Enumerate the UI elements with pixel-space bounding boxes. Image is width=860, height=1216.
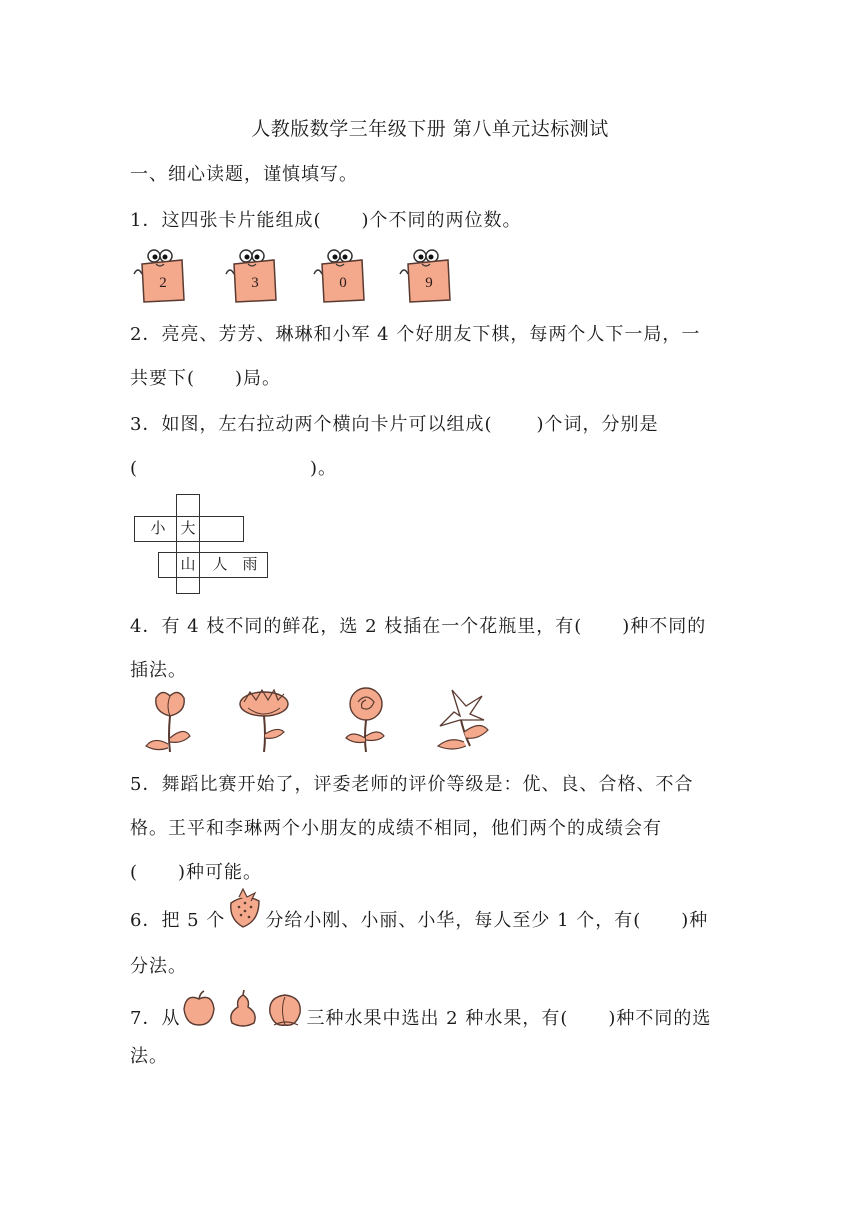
vertical-card: [176, 494, 200, 594]
q1-text-b: )个不同的两位数。: [361, 210, 522, 231]
q6-text-c: )种: [681, 910, 709, 931]
question-5-line-1: 5．舞蹈比赛开始了，评委老师的评价等级是：优、良、合格、不合: [130, 774, 694, 795]
q7-text-b: 三种水果中选出 2 种水果，有(: [306, 1008, 569, 1029]
q6-text-b: 分给小刚、小丽、小华，每人至少 1 个，有(: [265, 910, 642, 931]
peach-icon: [266, 989, 304, 1034]
tulip-icon: [140, 686, 200, 754]
card-digit: 9: [425, 275, 433, 291]
q4-text-b: )种不同的: [622, 616, 707, 637]
q4-text-a: 4．有 4 枝不同的鲜花，选 2 枝插在一个花瓶里，有(: [130, 616, 583, 637]
card-digit: 3: [251, 275, 259, 291]
grid-cell: 山: [180, 555, 196, 573]
question-3-line-2: [130, 454, 337, 480]
question-7-line-1: [130, 1004, 711, 1034]
q3-text-d: )。: [310, 458, 338, 479]
grid-cell: 小: [150, 519, 166, 537]
grid-cell: 人: [212, 555, 228, 573]
digit-card: [222, 244, 284, 304]
q3-text-b: )个词，分别是: [536, 414, 659, 435]
rose-icon: [336, 686, 396, 754]
q7-text-a: 7．从: [130, 1008, 181, 1029]
question-5-line-3: [130, 858, 262, 884]
q5-text-b: )种可能。: [178, 862, 263, 883]
q2-text-a: 共要下(: [130, 368, 196, 389]
digit-card: [310, 244, 372, 304]
q3-text-c: (: [130, 458, 139, 479]
question-5-line-2: 格。王平和李琳两个小朋友的成绩不相同，他们两个的成绩会有: [130, 818, 662, 839]
q2-text-b: )局。: [235, 368, 282, 389]
card-digit: 2: [159, 275, 167, 291]
question-4-line-1: [130, 612, 706, 638]
question-4-line-2: 插法。: [130, 660, 187, 681]
question-2-line-1: 2．亮亮、芳芳、琳琳和小军 4 个好朋友下棋，每两个人下一局，一: [130, 324, 701, 345]
question-2-line-2: [130, 364, 281, 390]
q7-text-c: )种不同的选: [608, 1008, 712, 1029]
card-digit: 0: [339, 275, 347, 291]
q5-text-a: (: [130, 862, 139, 883]
grid-cell: 雨: [242, 555, 258, 573]
chrysanthemum-icon: [234, 686, 294, 754]
digit-cards: [130, 244, 470, 304]
q6-text-a: 6．把 5 个: [130, 910, 226, 931]
q1-text-a: 1．这四张卡片能组成(: [130, 210, 322, 231]
grid-cell: 大: [180, 519, 196, 537]
word-card-grid: [134, 494, 274, 594]
apple-icon: [180, 989, 218, 1034]
digit-card: [396, 244, 458, 304]
question-3-line-1: [130, 410, 659, 436]
question-6-line-1: [130, 906, 708, 946]
strawberry-icon: [225, 887, 263, 934]
page-title: 人教版数学三年级下册 第八单元达标测试: [251, 118, 609, 140]
question-1: [130, 206, 522, 232]
section-heading: 一、细心读题，谨慎填写。: [130, 164, 358, 185]
pear-icon: [226, 989, 260, 1034]
question-7-line-2: 法。: [130, 1046, 168, 1067]
question-6-line-2: 分法。: [130, 956, 187, 977]
flower-pictures: [130, 686, 510, 756]
lily-icon: [430, 686, 490, 754]
digit-card: [130, 244, 192, 304]
q3-text-a: 3．如图，左右拉动两个横向卡片可以组成(: [130, 414, 493, 435]
